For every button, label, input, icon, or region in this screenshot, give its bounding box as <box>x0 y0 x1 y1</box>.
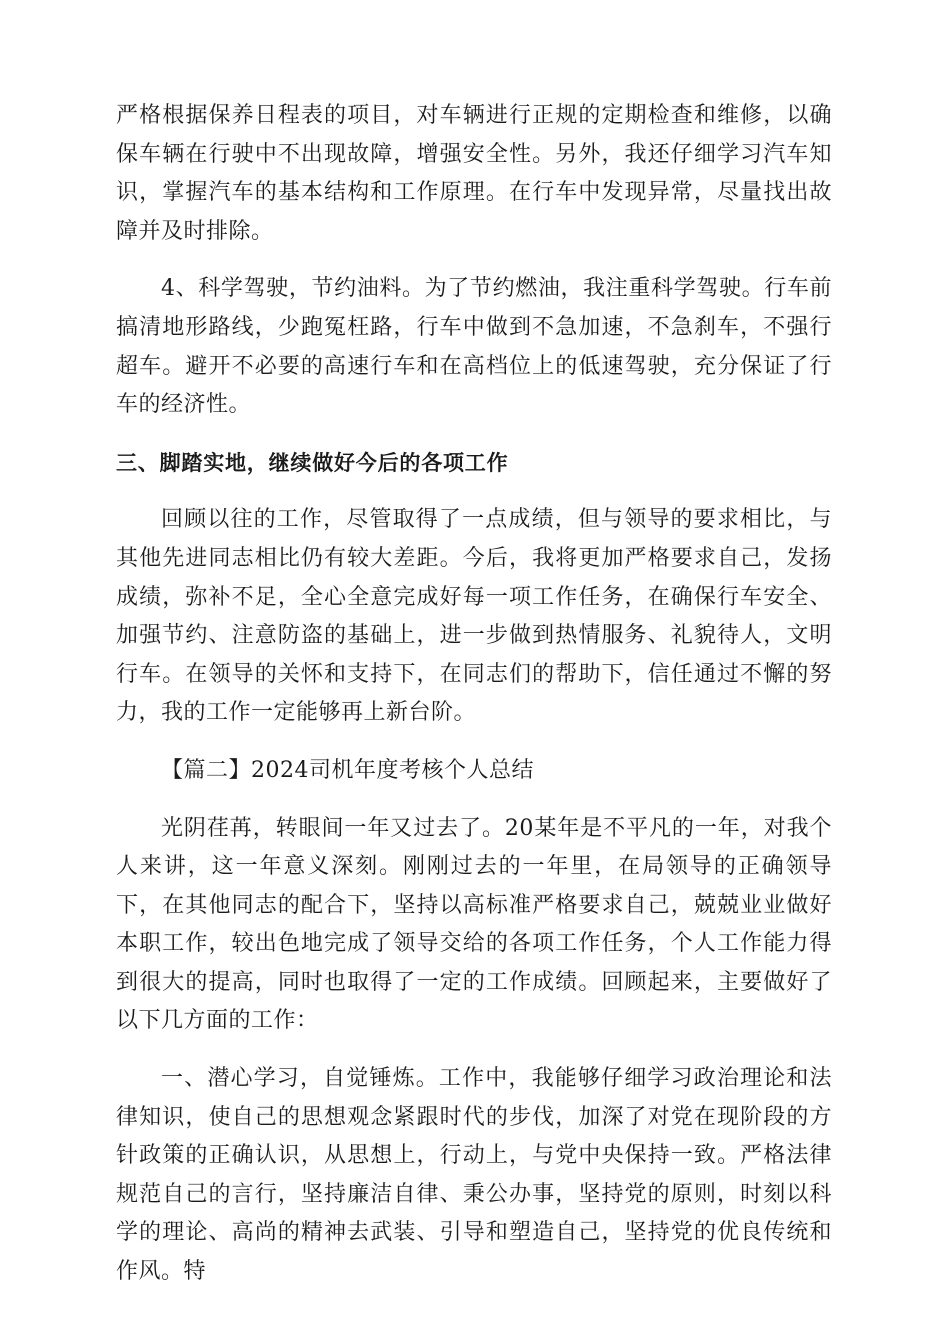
article-title-part-two: 【篇二】2024司机年度考核个人总结 <box>161 757 534 783</box>
paragraph-study: 一、潜心学习，自觉锤炼。工作中，我能够仔细学习政治理论和法律知识，使自己的思想观念紧跟时代的步伐，加深了对党在现阶段的方针政策的正确认识，从思想上，行动上，与党中央保持一致。严格法律规范自己的言行，坚持廉洁自律、秉公办事，坚持党的原则，时刻以科学的理论、高尚的精神去武装、引导和塑造自己，坚持党的优良传统和作风。特 <box>116 1066 832 1285</box>
paragraph-continuation: 严格根据保养日程表的项目，对车辆进行正规的定期检查和维修，以确保车辆在行驶中不出现故障，增强安全性。另外，我还仔细学习汽车知识，掌握汽车的基本结构和工作原理。在行车中发现异常，尽量找出故障并及时排除。 <box>116 103 832 244</box>
section-heading-three: 三、脚踏实地，继续做好今后的各项工作 <box>116 450 509 475</box>
paragraph-scientific-driving: 4、科学驾驶，节约油料。为了节约燃油，我注重科学驾驶。行车前搞清地形路线，少跑冤枉路，行车中做到不急加速，不急刹车，不强行超车。避开不必要的高速行车和在高档位上的低速驾驶，充分保证了行车的经济性。 <box>116 276 832 418</box>
paragraph-review: 回顾以往的工作，尽管取得了一点成绩，但与领导的要求相比，与其他先进同志相比仍有较大差距。今后，我将更加严格要求自己，发扬成绩，弥补不足，全心全意完成好每一项工作任务，在确保行车安全、加强节约、注意防盗的基础上，进一步做到热情服务、礼貌待人，文明行车。在领导的关怀和支持下，在同志们的帮助下，信任通过不懈的努力，我的工作一定能够再上新台阶。 <box>116 507 832 726</box>
paragraph-intro-part-two: 光阴荏苒，转眼间一年又过去了。20某年是不平凡的一年，对我个人来讲，这一年意义深刻。刚刚过去的一年里，在局领导的正确领导下，在其他同志的配合下，坚持以高标准严格要求自己，兢兢业业做好本职工作，较出色地完成了领导交给的各项工作任务，个人工作能力得到很大的提高，同时也取得了一定的工作成绩。回顾起来，主要做好了以下几方面的工作： <box>116 815 832 1034</box>
